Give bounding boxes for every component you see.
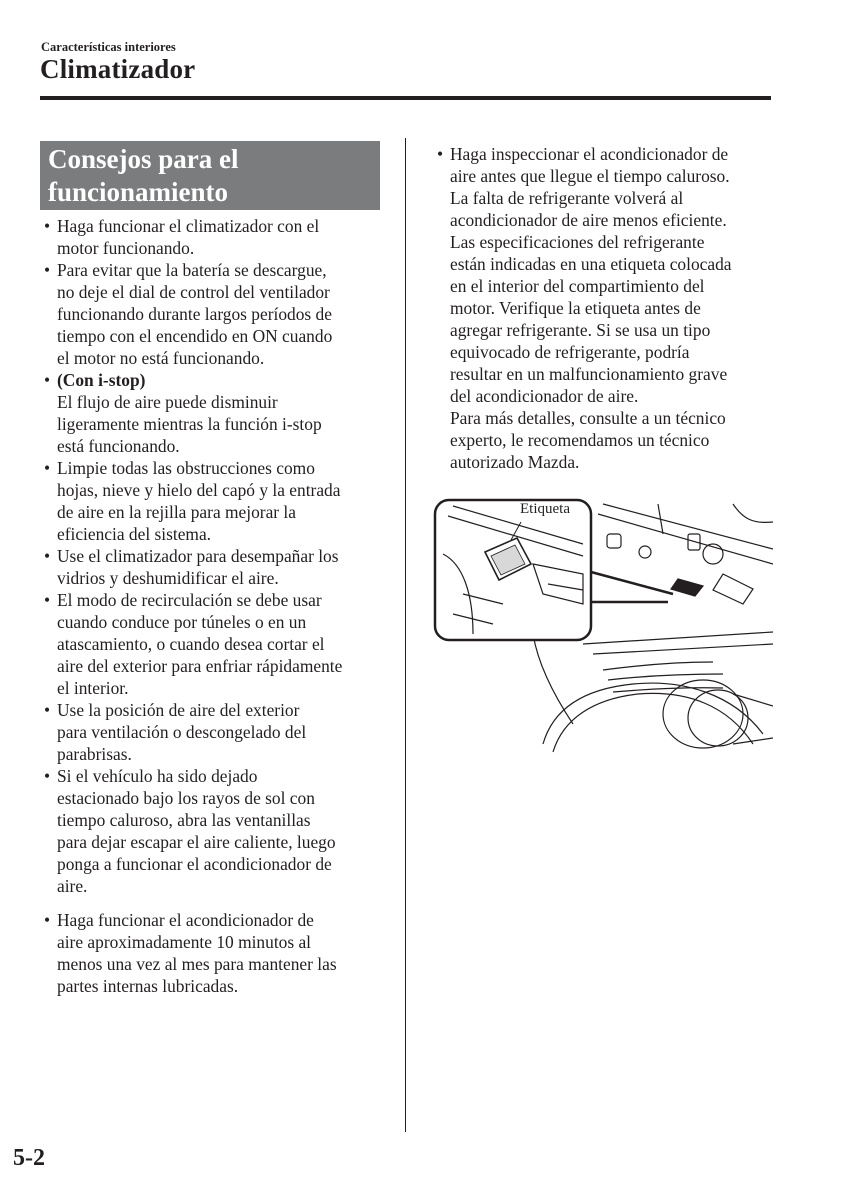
bullet-line: El flujo de aire puede disminuir: [57, 392, 278, 412]
bullet-heading: (Con i-stop): [57, 370, 146, 390]
bullet-line: acondicionador de aire menos eficiente.: [450, 210, 727, 230]
bullet-line: tiempo con el encendido en ON cuando: [57, 326, 333, 346]
bullet-line: tiempo caluroso, abra las ventanillas: [57, 810, 311, 830]
bullet-line: ligeramente mientras la función i-stop: [57, 414, 322, 434]
bullet-line: El modo de recirculación se debe usar: [57, 590, 322, 610]
bullet-line: parabrisas.: [57, 744, 132, 764]
bullet-line: para dejar escapar el aire caliente, luego: [57, 832, 336, 852]
bullet-line: de aire en la rejilla para mejorar la: [57, 502, 296, 522]
bullet-line: Haga funcionar el climatizador con el: [57, 216, 320, 236]
bullet-line: cuando conduce por túneles o en un: [57, 612, 307, 632]
bullet-item: [40, 545, 385, 589]
bullet-line: agregar refrigerante. Si se usa un tipo: [450, 320, 711, 340]
bullet-line: Si el vehículo ha sido dejado: [57, 766, 258, 786]
left-column: [40, 215, 385, 997]
bullet-line: Haga inspeccionar el acondicionador de: [450, 144, 729, 164]
page-title: Climatizador: [40, 54, 196, 84]
bullet-line: eficiencia del sistema.: [57, 524, 212, 544]
paragraph-gap: [40, 897, 385, 909]
bullet-line: aire antes que llegue el tiempo caluroso.: [450, 166, 730, 186]
bullet-line: motor. Verifique la etiqueta antes de: [450, 298, 701, 318]
bullet-line: Las especificaciones del refrigerante: [450, 232, 705, 252]
bullet-line: del acondicionador de aire.: [450, 386, 639, 406]
bullet-line: equivocado de refrigerante, podría: [450, 342, 690, 362]
bullet-marker: •: [44, 260, 51, 280]
page-number: 5-2: [13, 1145, 45, 1171]
bullet-line: Use la posición de aire del exterior: [57, 700, 300, 720]
bullet-marker: •: [437, 144, 444, 164]
bullet-line: en el interior del compartimiento del: [450, 276, 705, 296]
bullet-line: Para más detalles, consulte a un técnico: [450, 408, 726, 428]
bullet-line: Use el climatizador para desempañar los: [57, 546, 339, 566]
bullet-marker: •: [44, 700, 51, 720]
figure-label-etiqueta: Etiqueta: [520, 501, 570, 517]
bullet-line: motor funcionando.: [57, 238, 195, 258]
bullet-line: Limpie todas las obstrucciones como: [57, 458, 315, 478]
bullet-marker: •: [44, 766, 51, 786]
bullet-line: Haga funcionar el acondicionador de: [57, 910, 314, 930]
bullet-marker: •: [44, 590, 51, 610]
bullet-item: [40, 259, 385, 369]
bullet-line: no deje el dial de control del ventilador: [57, 282, 330, 302]
bullet-line: La falta de refrigerante volverá al: [450, 188, 684, 208]
bullet-line: el interior.: [57, 678, 129, 698]
bullet-line: está funcionando.: [57, 436, 180, 456]
bullet-line: hojas, nieve y hielo del capó y la entrada: [57, 480, 341, 500]
bullet-line: aire aproximadamente 10 minutos al: [57, 932, 312, 952]
bullet-line: funcionando durante largos períodos de: [57, 304, 332, 324]
bullet-item: [433, 143, 773, 473]
section-heading: [40, 141, 380, 210]
bullet-marker: •: [44, 216, 51, 236]
bullet-item: [40, 589, 385, 699]
bullet-line: el motor no está funcionando.: [57, 348, 265, 368]
bullet-item: [40, 369, 385, 457]
bullet-item: [40, 765, 385, 897]
header-section-label: Características interiores: [41, 40, 176, 54]
bullet-item: [40, 699, 385, 765]
bullet-line: experto, le recomendamos un técnico: [450, 430, 710, 450]
bullet-marker: •: [44, 458, 51, 478]
bullet-line: ponga a funcionar el acondicionador de: [57, 854, 332, 874]
bullet-item: [40, 457, 385, 545]
engine-compartment-illustration: [433, 494, 773, 754]
bullet-line: vidrios y deshumidificar el aire.: [57, 568, 279, 588]
bullet-line: aire del exterior para enfriar rápidamente: [57, 656, 343, 676]
bullet-line: Para evitar que la batería se descargue,: [57, 260, 327, 280]
bullet-line: atascamiento, o cuando desea cortar el: [57, 634, 325, 654]
bullet-line: para ventilación o descongelado del: [57, 722, 307, 742]
column-divider: [405, 138, 406, 1132]
bullet-item: [40, 215, 385, 259]
bullet-line: están indicadas en una etiqueta colocada: [450, 254, 732, 274]
bullet-line: autorizado Mazda.: [450, 452, 580, 472]
bullet-line: resultar en un malfuncionamiento grave: [450, 364, 728, 384]
bullet-line: estacionado bajo los rayos de sol con: [57, 788, 315, 808]
bullet-line: menos una vez al mes para mantener las: [57, 954, 337, 974]
bullet-line: aire.: [57, 876, 88, 896]
right-column: [433, 143, 773, 473]
bullet-marker: •: [44, 546, 51, 566]
section-heading-line-2: funcionamiento: [48, 177, 229, 207]
header-rule: [40, 96, 771, 100]
bullet-marker: •: [44, 910, 51, 930]
section-heading-line-1: Consejos para el: [48, 144, 239, 174]
bullet-marker: •: [44, 370, 51, 390]
bullet-item: [40, 909, 385, 997]
bullet-line: partes internas lubricadas.: [57, 976, 239, 996]
